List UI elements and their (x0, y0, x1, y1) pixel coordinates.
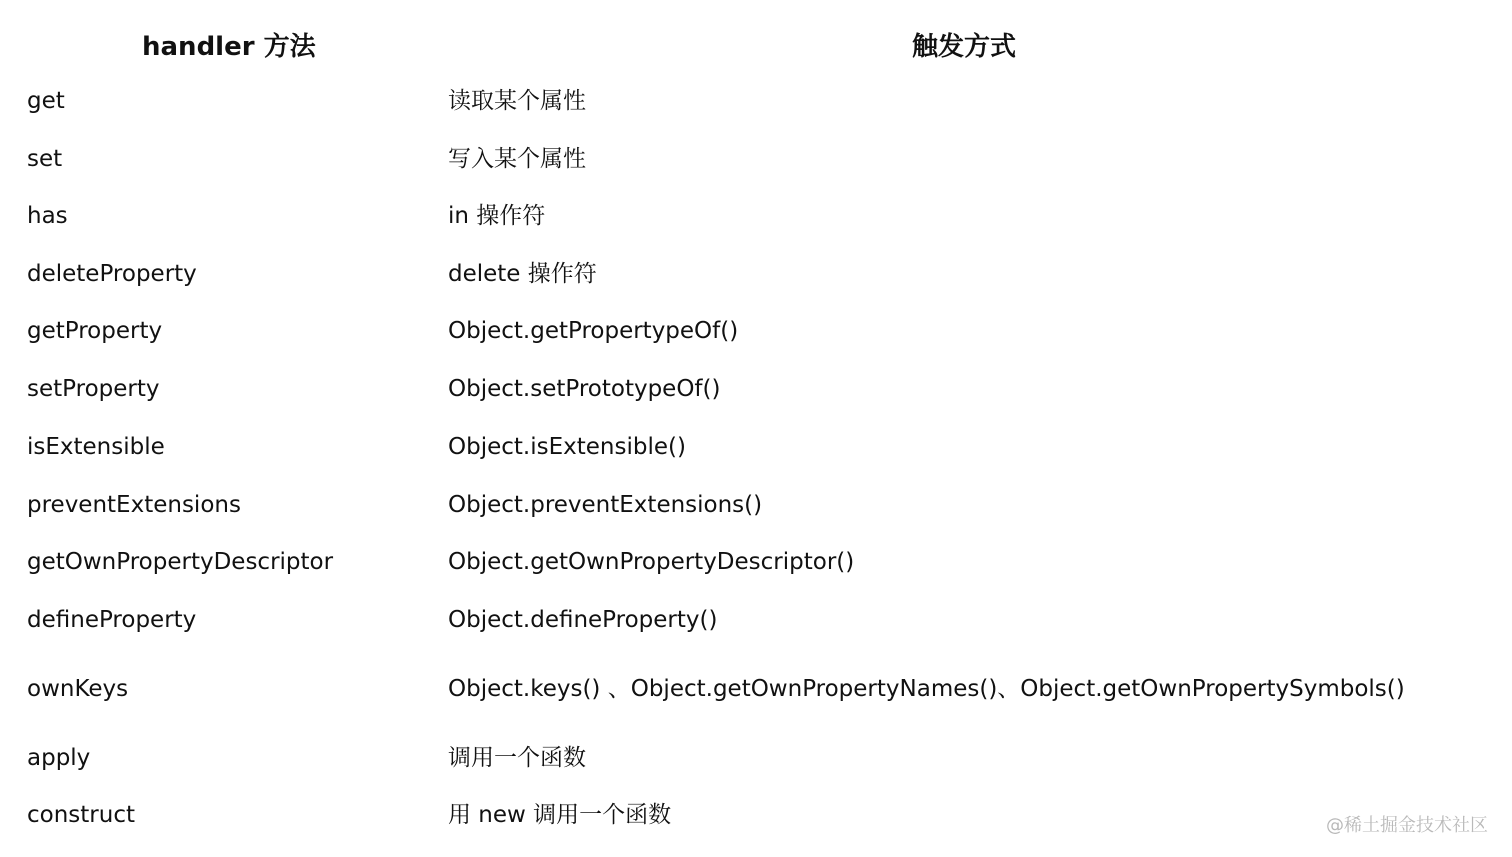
trigger-cell: 调用一个函数 (448, 745, 586, 771)
table-row (0, 139, 1512, 179)
trigger-cell: 写入某个属性 (448, 146, 586, 172)
trigger-cell: Object.preventExtensions() (448, 492, 763, 518)
method-cell: isExtensible (27, 434, 165, 460)
watermark: @稀土掘金技术社区 (1326, 815, 1488, 836)
table-row (0, 542, 1512, 582)
trigger-cell: delete 操作符 (448, 261, 597, 287)
table-row (0, 427, 1512, 467)
table-row (0, 485, 1512, 525)
header-handler-method: handler 方法 (142, 32, 316, 62)
trigger-cell: Object.isExtensible() (448, 434, 686, 460)
method-cell: getProperty (27, 318, 163, 344)
method-cell: getOwnPropertyDescriptor (27, 549, 334, 575)
trigger-cell: Object.keys() 、Object.getOwnPropertyNames()、Object.getOwnPropertySymbols() (448, 676, 1405, 702)
header-trigger-mode: 触发方式 (912, 32, 1017, 62)
method-cell: preventExtensions (27, 492, 241, 518)
table-row (0, 369, 1512, 409)
table-row (0, 600, 1512, 640)
table-row (0, 81, 1512, 121)
method-cell: get (27, 88, 65, 114)
method-cell: ownKeys (27, 676, 129, 702)
trigger-cell: Object.defineProperty() (448, 607, 718, 633)
method-cell: has (27, 203, 68, 229)
method-cell: apply (27, 745, 91, 771)
table-row (0, 795, 1512, 835)
table-row (0, 669, 1512, 709)
table-row (0, 311, 1512, 351)
table-row (0, 196, 1512, 236)
method-cell: defineProperty (27, 607, 197, 633)
trigger-cell: Object.setPrototypeOf() (448, 376, 721, 402)
table-row (0, 738, 1512, 778)
table-header (0, 22, 1512, 66)
table-row (0, 254, 1512, 294)
trigger-cell: 读取某个属性 (448, 88, 586, 114)
trigger-cell: Object.getOwnPropertyDescriptor() (448, 549, 855, 575)
method-cell: setProperty (27, 376, 160, 402)
method-cell: construct (27, 802, 135, 828)
method-cell: set (27, 146, 63, 172)
trigger-cell: Object.getPropertypeOf() (448, 318, 739, 344)
method-cell: deleteProperty (27, 261, 197, 287)
trigger-cell: in 操作符 (448, 203, 546, 229)
trigger-cell: 用 new 调用一个函数 (448, 802, 672, 828)
